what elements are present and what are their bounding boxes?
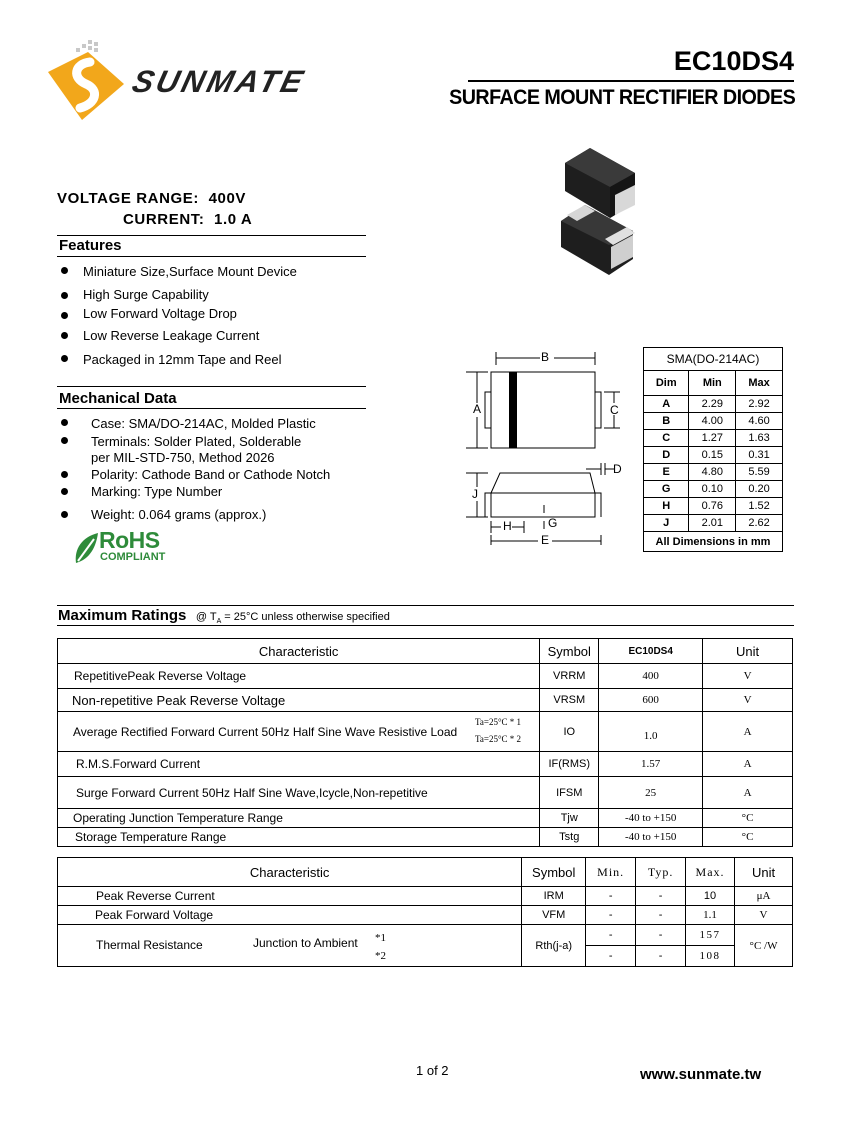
table-row <box>644 481 783 498</box>
rating-cell <box>58 712 540 752</box>
features-rule-bottom <box>57 256 366 257</box>
page-subtitle: SURFACE MOUNT RECTIFIER DIODES <box>448 86 795 109</box>
dim-label-a: A <box>473 402 482 416</box>
current-rating <box>123 211 252 228</box>
dim-cell: 2.01 <box>689 515 736 532</box>
rating-cell: Surge Forward Current 50Hz Half Sine Wave,Icycle,Non-repetitive <box>58 777 540 809</box>
thermal-sub: Junction to Ambient <box>253 936 358 950</box>
package-photo <box>555 143 645 283</box>
table-row <box>644 498 783 515</box>
thermal-symbol: Rth(j-a) <box>522 925 586 967</box>
ratings-title: Maximum Ratings <box>58 607 187 624</box>
note-ta1-text: Ta=25°C <box>475 717 508 727</box>
sunmate-logo-icon <box>44 40 144 122</box>
dim-label-g: G <box>548 516 558 530</box>
current-label: CURRENT: <box>123 211 205 228</box>
rohs-badge <box>72 529 172 565</box>
ratings-heading <box>58 607 390 625</box>
condition-sub: A <box>216 618 222 626</box>
current-value: 1.0 A <box>214 211 253 228</box>
dim-cell: 0.76 <box>689 498 736 515</box>
table-row <box>58 689 793 712</box>
bullet-icon <box>61 488 68 495</box>
elec-cell: - <box>636 925 686 946</box>
feature-item: Low Reverse Leakage Current <box>83 328 260 343</box>
logo <box>44 40 144 122</box>
dim-header: Max <box>736 371 783 396</box>
dim-cell: 4.00 <box>689 413 736 430</box>
dim-label-e: E <box>541 533 550 547</box>
mechanical-item: Polarity: Cathode Band or Cathode Notch <box>91 467 331 482</box>
dim-cell: J <box>644 515 689 532</box>
dim-cell: G <box>644 481 689 498</box>
logo-wordmark: SUNMATE <box>128 64 310 99</box>
rating-cell: IO <box>540 712 599 752</box>
note-ta2-text: Ta=25°C <box>475 734 508 744</box>
elec-cell: VFM <box>522 906 586 925</box>
table-row <box>58 752 793 777</box>
feature-item: Low Forward Voltage Drop <box>83 306 237 321</box>
rating-cell: Non-repetitive Peak Reverse Voltage <box>58 689 540 712</box>
dim-label-d: D <box>613 462 622 476</box>
rating-cell: 25 <box>599 777 703 809</box>
dim-label-h: H <box>503 519 512 533</box>
table-row <box>58 664 793 689</box>
elec-cell: - <box>586 925 636 946</box>
bullet-icon <box>61 267 68 274</box>
rating-cell: °C <box>703 828 793 847</box>
dim-cell: B <box>644 413 689 430</box>
dimensions-table <box>643 347 783 552</box>
dim-cell: 0.15 <box>689 447 736 464</box>
rating-cell: Storage Temperature Range <box>58 828 540 847</box>
dimension-drawing <box>458 345 638 550</box>
elec-cell: 108 <box>686 946 735 967</box>
dim-cell: 1.52 <box>736 498 783 515</box>
dim-cell: 0.31 <box>736 447 783 464</box>
table-row <box>644 430 783 447</box>
table-row <box>644 515 783 532</box>
rating-cell: IF(RMS) <box>540 752 599 777</box>
elec-cell: - <box>636 946 686 967</box>
feature-item: Miniature Size,Surface Mount Device <box>83 264 297 279</box>
rohs-compliant: COMPLIANT <box>100 551 166 563</box>
elec-cell: μA <box>735 887 793 906</box>
bullet-icon <box>61 292 68 299</box>
voltage-range-value: 400V <box>208 190 246 207</box>
rating-cell: A <box>703 777 793 809</box>
elec-cell: 1.1 <box>686 906 735 925</box>
rating-cell: VRSM <box>540 689 599 712</box>
dim-label-j: J <box>472 487 478 501</box>
electrical-table <box>57 857 793 967</box>
rating-cell: Tstg <box>540 828 599 847</box>
elec-cell: V <box>735 906 793 925</box>
thermal-label: Thermal Resistance <box>96 938 203 952</box>
rating-cell: R.M.S.Forward Current <box>58 752 540 777</box>
col-header: Characteristic <box>58 858 522 887</box>
dim-cell: 2.92 <box>736 396 783 413</box>
col-header: Characteristic <box>58 639 540 664</box>
table-row <box>58 809 793 828</box>
col-header: Symbol <box>540 639 599 664</box>
mechanical-item: per MIL-STD-750, Method 2026 <box>91 450 275 465</box>
avg-current-label: Average Rectified Forward Current 50Hz Half Sine Wave Resistive Load <box>73 724 458 739</box>
col-header: Typ. <box>636 858 686 887</box>
dim-cell: D <box>644 447 689 464</box>
rating-cell: A <box>703 712 793 752</box>
rating-cell: RepetitivePeak Reverse Voltage <box>58 664 540 689</box>
dim-cell: E <box>644 464 689 481</box>
rating-cell: 600 <box>599 689 703 712</box>
col-header: Symbol <box>522 858 586 887</box>
features-title: Features <box>59 237 122 254</box>
dim-cell: 1.27 <box>689 430 736 447</box>
mechanical-rule-bottom <box>57 408 366 409</box>
dim-header: Dim <box>644 371 689 396</box>
col-header: EC10DS4 <box>599 639 703 664</box>
ratings-rule-top <box>57 605 794 606</box>
table-row <box>644 396 783 413</box>
dim-cell: 1.63 <box>736 430 783 447</box>
mechanical-title: Mechanical Data <box>59 390 177 407</box>
table-row <box>58 925 793 946</box>
rating-cell: V <box>703 664 793 689</box>
rating-cell: VRRM <box>540 664 599 689</box>
bullet-icon <box>61 511 68 518</box>
note-ta2 <box>475 734 521 744</box>
dim-cell: 4.80 <box>689 464 736 481</box>
mechanical-item: Weight: 0.064 grams (approx.) <box>91 507 267 522</box>
col-header: Unit <box>703 639 793 664</box>
thermal-unit: °C /W <box>735 925 793 967</box>
website-link[interactable]: www.sunmate.tw <box>640 1066 762 1083</box>
col-header: Min. <box>586 858 636 887</box>
bullet-icon <box>61 471 68 478</box>
elec-cell: Peak Forward Voltage <box>58 906 522 925</box>
bullet-icon <box>61 437 68 444</box>
feature-item: High Surge Capability <box>83 287 209 302</box>
dim-cell: 4.60 <box>736 413 783 430</box>
mechanical-rule-top <box>57 386 366 387</box>
feature-item: Packaged in 12mm Tape and Reel <box>83 352 282 367</box>
voltage-range <box>57 190 246 207</box>
dim-cell: 0.20 <box>736 481 783 498</box>
dim-cell: 2.62 <box>736 515 783 532</box>
dim-cell: 5.59 <box>736 464 783 481</box>
elec-cell: 10 <box>686 887 735 906</box>
bullet-icon <box>61 312 68 319</box>
rating-cell: 400 <box>599 664 703 689</box>
table-row <box>58 828 793 847</box>
elec-cell: - <box>636 887 686 906</box>
dim-cell: 2.29 <box>689 396 736 413</box>
leaf-icon <box>72 531 100 565</box>
voltage-range-label: VOLTAGE RANGE: <box>57 190 200 207</box>
table-row <box>58 777 793 809</box>
table-row <box>58 712 793 752</box>
table-row <box>58 887 793 906</box>
elec-cell: IRM <box>522 887 586 906</box>
dim-cell: C <box>644 430 689 447</box>
table-row <box>58 906 793 925</box>
mechanical-item: Terminals: Solder Plated, Solderable <box>91 434 302 449</box>
mechanical-item: Marking: Type Number <box>91 484 223 499</box>
dimensions-caption: SMA(DO-214AC) <box>644 348 783 371</box>
rating-cell: -40 to +150 <box>599 828 703 847</box>
rating-cell: IFSM <box>540 777 599 809</box>
rohs-label: RoHS <box>99 527 160 553</box>
rating-cell: -40 to +150 <box>599 809 703 828</box>
note-ta1 <box>475 717 521 727</box>
elec-cell: - <box>586 946 636 967</box>
dim-label-b: B <box>541 350 550 364</box>
bullet-icon <box>61 332 68 339</box>
dim-label-c: C <box>610 403 619 417</box>
dim-header: Min <box>689 371 736 396</box>
elec-cell: - <box>586 887 636 906</box>
thermal-mark1: *1 <box>375 932 386 944</box>
rating-cell: V <box>703 689 793 712</box>
table-row <box>644 464 783 481</box>
note-ta2-mark: * 2 <box>509 734 522 744</box>
thermal-mark2: *2 <box>375 950 386 962</box>
elec-cell: Peak Reverse Current <box>58 887 522 906</box>
max-ratings-table <box>57 638 793 847</box>
elec-cell: - <box>586 906 636 925</box>
rating-cell: A <box>703 752 793 777</box>
page-number: 1 of 2 <box>416 1063 449 1078</box>
dim-cell: A <box>644 396 689 413</box>
part-number: EC10DS4 <box>673 46 794 76</box>
thermal-cell <box>58 925 522 967</box>
diode-package-icon <box>555 143 645 283</box>
col-header: Unit <box>735 858 793 887</box>
rating-cell: Tjw <box>540 809 599 828</box>
rating-cell: Operating Junction Temperature Range <box>58 809 540 828</box>
rating-cell: 1.0 <box>599 712 703 752</box>
elec-cell: 157 <box>686 925 735 946</box>
features-rule-top <box>57 235 366 236</box>
table-row <box>644 447 783 464</box>
dimensions-footer: All Dimensions in mm <box>644 532 783 552</box>
ratings-rule-bottom <box>57 625 794 626</box>
ratings-condition <box>195 611 390 626</box>
condition-rest: = 25°C unless otherwise specified <box>221 611 390 623</box>
bullet-icon <box>61 355 68 362</box>
table-row <box>644 413 783 430</box>
dim-cell: 0.10 <box>689 481 736 498</box>
header-rule <box>468 80 794 82</box>
dim-cell: H <box>644 498 689 515</box>
col-header: Max. <box>686 858 735 887</box>
mechanical-item: Case: SMA/DO-214AC, Molded Plastic <box>91 416 316 431</box>
bullet-icon <box>61 419 68 426</box>
rating-cell: °C <box>703 809 793 828</box>
elec-cell: - <box>636 906 686 925</box>
rating-cell: 1.57 <box>599 752 703 777</box>
note-ta1-mark: * 1 <box>509 717 522 727</box>
condition-text: @ T <box>195 611 217 623</box>
